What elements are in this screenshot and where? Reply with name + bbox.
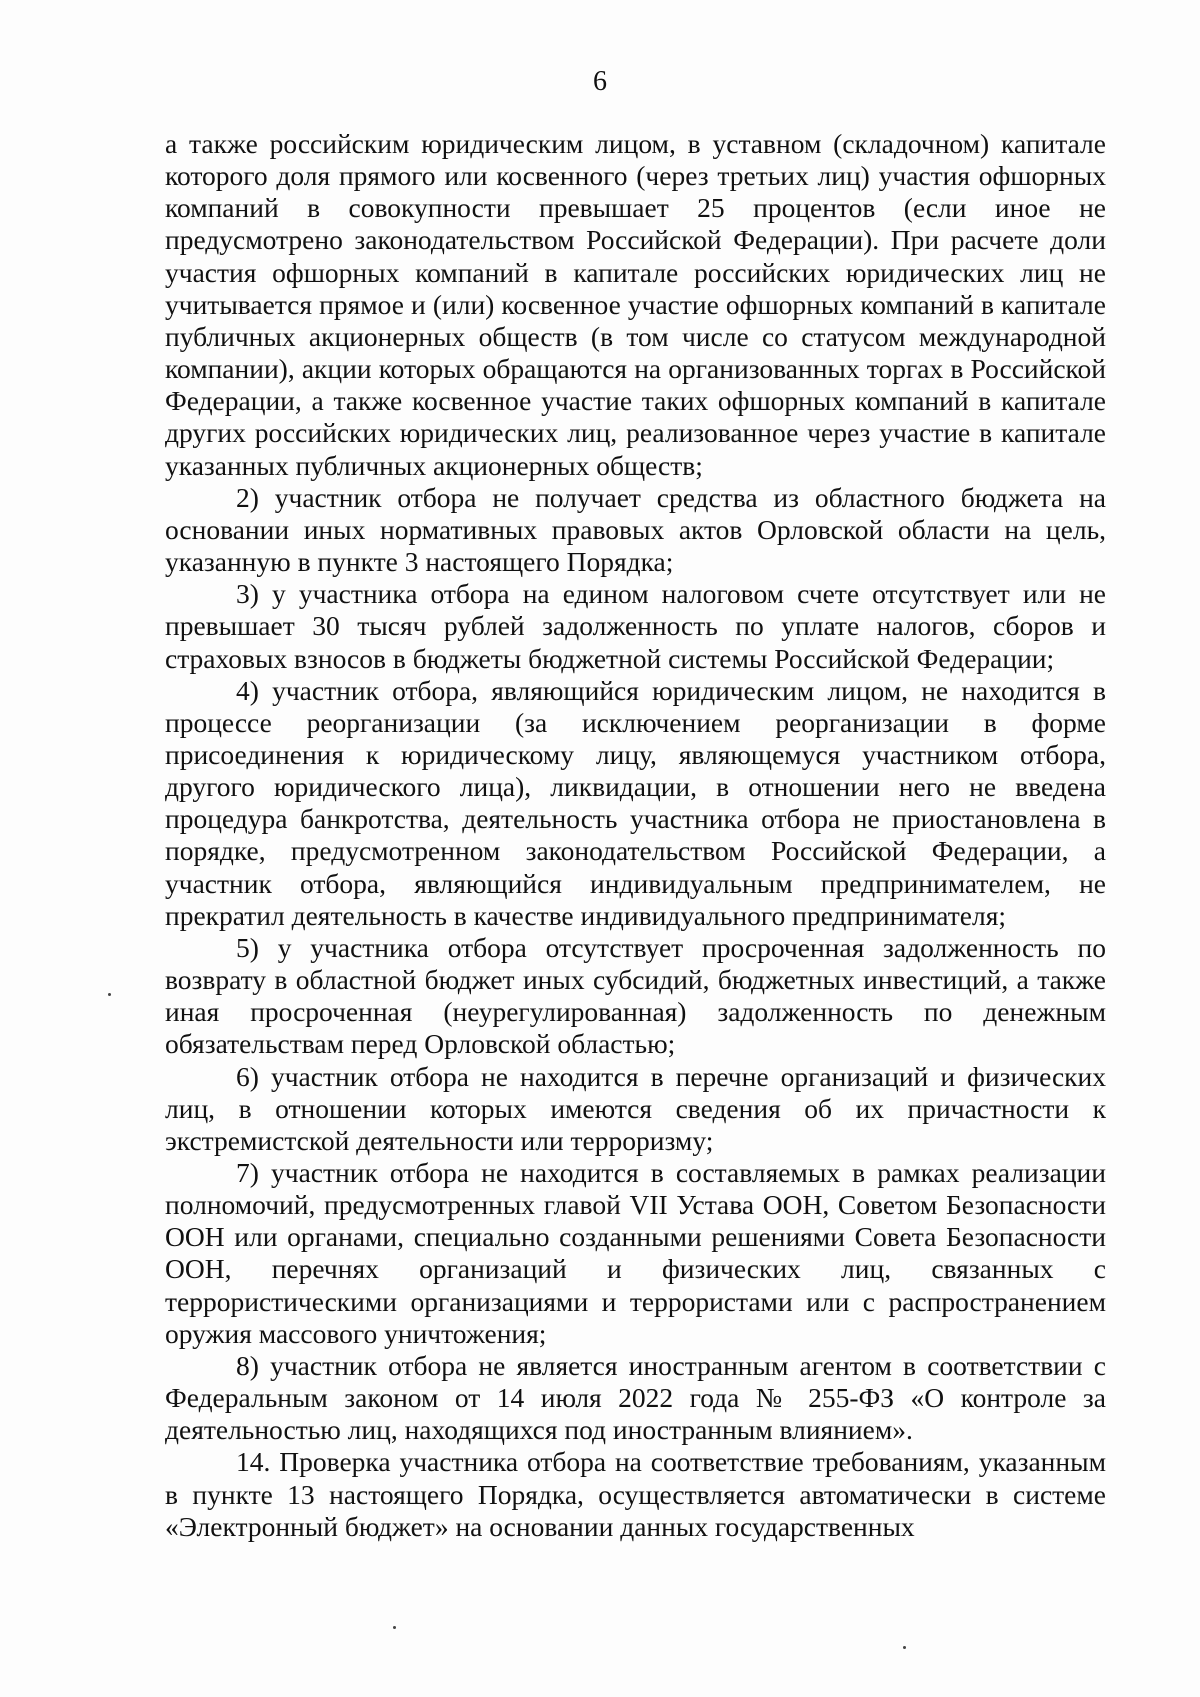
paragraph-item-4: 4) участник отбора, являющийся юридическим лицом, не находится в процессе реорганизации (за исключением реорганизации в форме присоединения к юридическому лицу, являющемуся участником отбора, другого юридического лица), ликвидации, в отношении него не введена процедура банкротства, деятельность участника отбора не приостановлена в порядке, предусмотренном законодательством Российской Федерации, а участник отбора, являющийся индивидуальным предпринимателем, не прекратил деятельность в качестве индивидуального предпринимателя; bbox=[165, 674, 1106, 931]
paragraph-item-2: 2) участник отбора не получает средства из областного бюджета на основании иных нормативных правовых актов Орловской области на цель, указанную в пункте 3 настоящего Порядка; bbox=[165, 481, 1106, 578]
scan-speck bbox=[393, 1626, 396, 1629]
scan-speck bbox=[108, 993, 111, 996]
paragraph-section-14: 14. Проверка участника отбора на соответствие требованиям, указанным в пункте 13 настоящего Порядка, осуществляется автоматически в системе «Электронный бюджет» на основании данных государственных bbox=[165, 1446, 1106, 1542]
document-body bbox=[165, 128, 1106, 1543]
paragraph-item-3: 3) у участника отбора на едином налоговом счете отсутствует или не превышает 30 тысяч рублей задолженность по уплате налогов, сборов и страховых взносов в бюджеты бюджетной системы Российской Федерации; bbox=[165, 578, 1106, 674]
paragraph-item-6: 6) участник отбора не находится в перечне организаций и физических лиц, в отношении которых имеются сведения об их причастности к экстремистской деятельности или терроризму; bbox=[165, 1060, 1106, 1156]
scan-speck bbox=[903, 1646, 906, 1649]
paragraph-item-7: 7) участник отбора не находится в составляемых в рамках реализации полномочий, предусмотренных главой VII Устава ООН, Советом Безопасности ООН или органами, специально созданными решениями Совета Безопасности ООН, перечнях организаций и физических лиц, связанных с террористическими организациями и террористами или с распространением оружия массового уничтожения; bbox=[165, 1157, 1106, 1349]
paragraph-item-5: 5) у участника отбора отсутствует просроченная задолженность по возврату в областной бюджет иных субсидий, бюджетных инвестиций, а также иная просроченная (неурегулированная) задолженность по денежным обязательствам перед Орловской областью; bbox=[165, 931, 1106, 1060]
page-number: 6 bbox=[593, 66, 607, 97]
paragraph-continuation: а также российским юридическим лицом, в уставном (складочном) капитале которого доля прямого или косвенного (через третьих лиц) участия офшорных компаний в совокупности превышает 25 процентов (если иное не предусмотрено законодательством Российской Федерации). При расчете доли участия офшорных компаний в капитале российских юридических лиц не учитывается прямое и (или) косвенное участие офшорных компаний в капитале публичных акционерных обществ (в том числе со статусом международной компании), акции которых обращаются на организованных торгах в Российской Федерации, а также косвенное участие таких офшорных компаний в капитале других российских юридических лиц, реализованное через участие в капитале указанных публичных акционерных обществ; bbox=[165, 128, 1106, 481]
paragraph-item-8: 8) участник отбора не является иностранным агентом в соответствии с Федеральным законом от 14 июля 2022 года № 255-ФЗ «О контроле за деятельностью лиц, находящихся под иностранным влиянием». bbox=[165, 1349, 1106, 1446]
